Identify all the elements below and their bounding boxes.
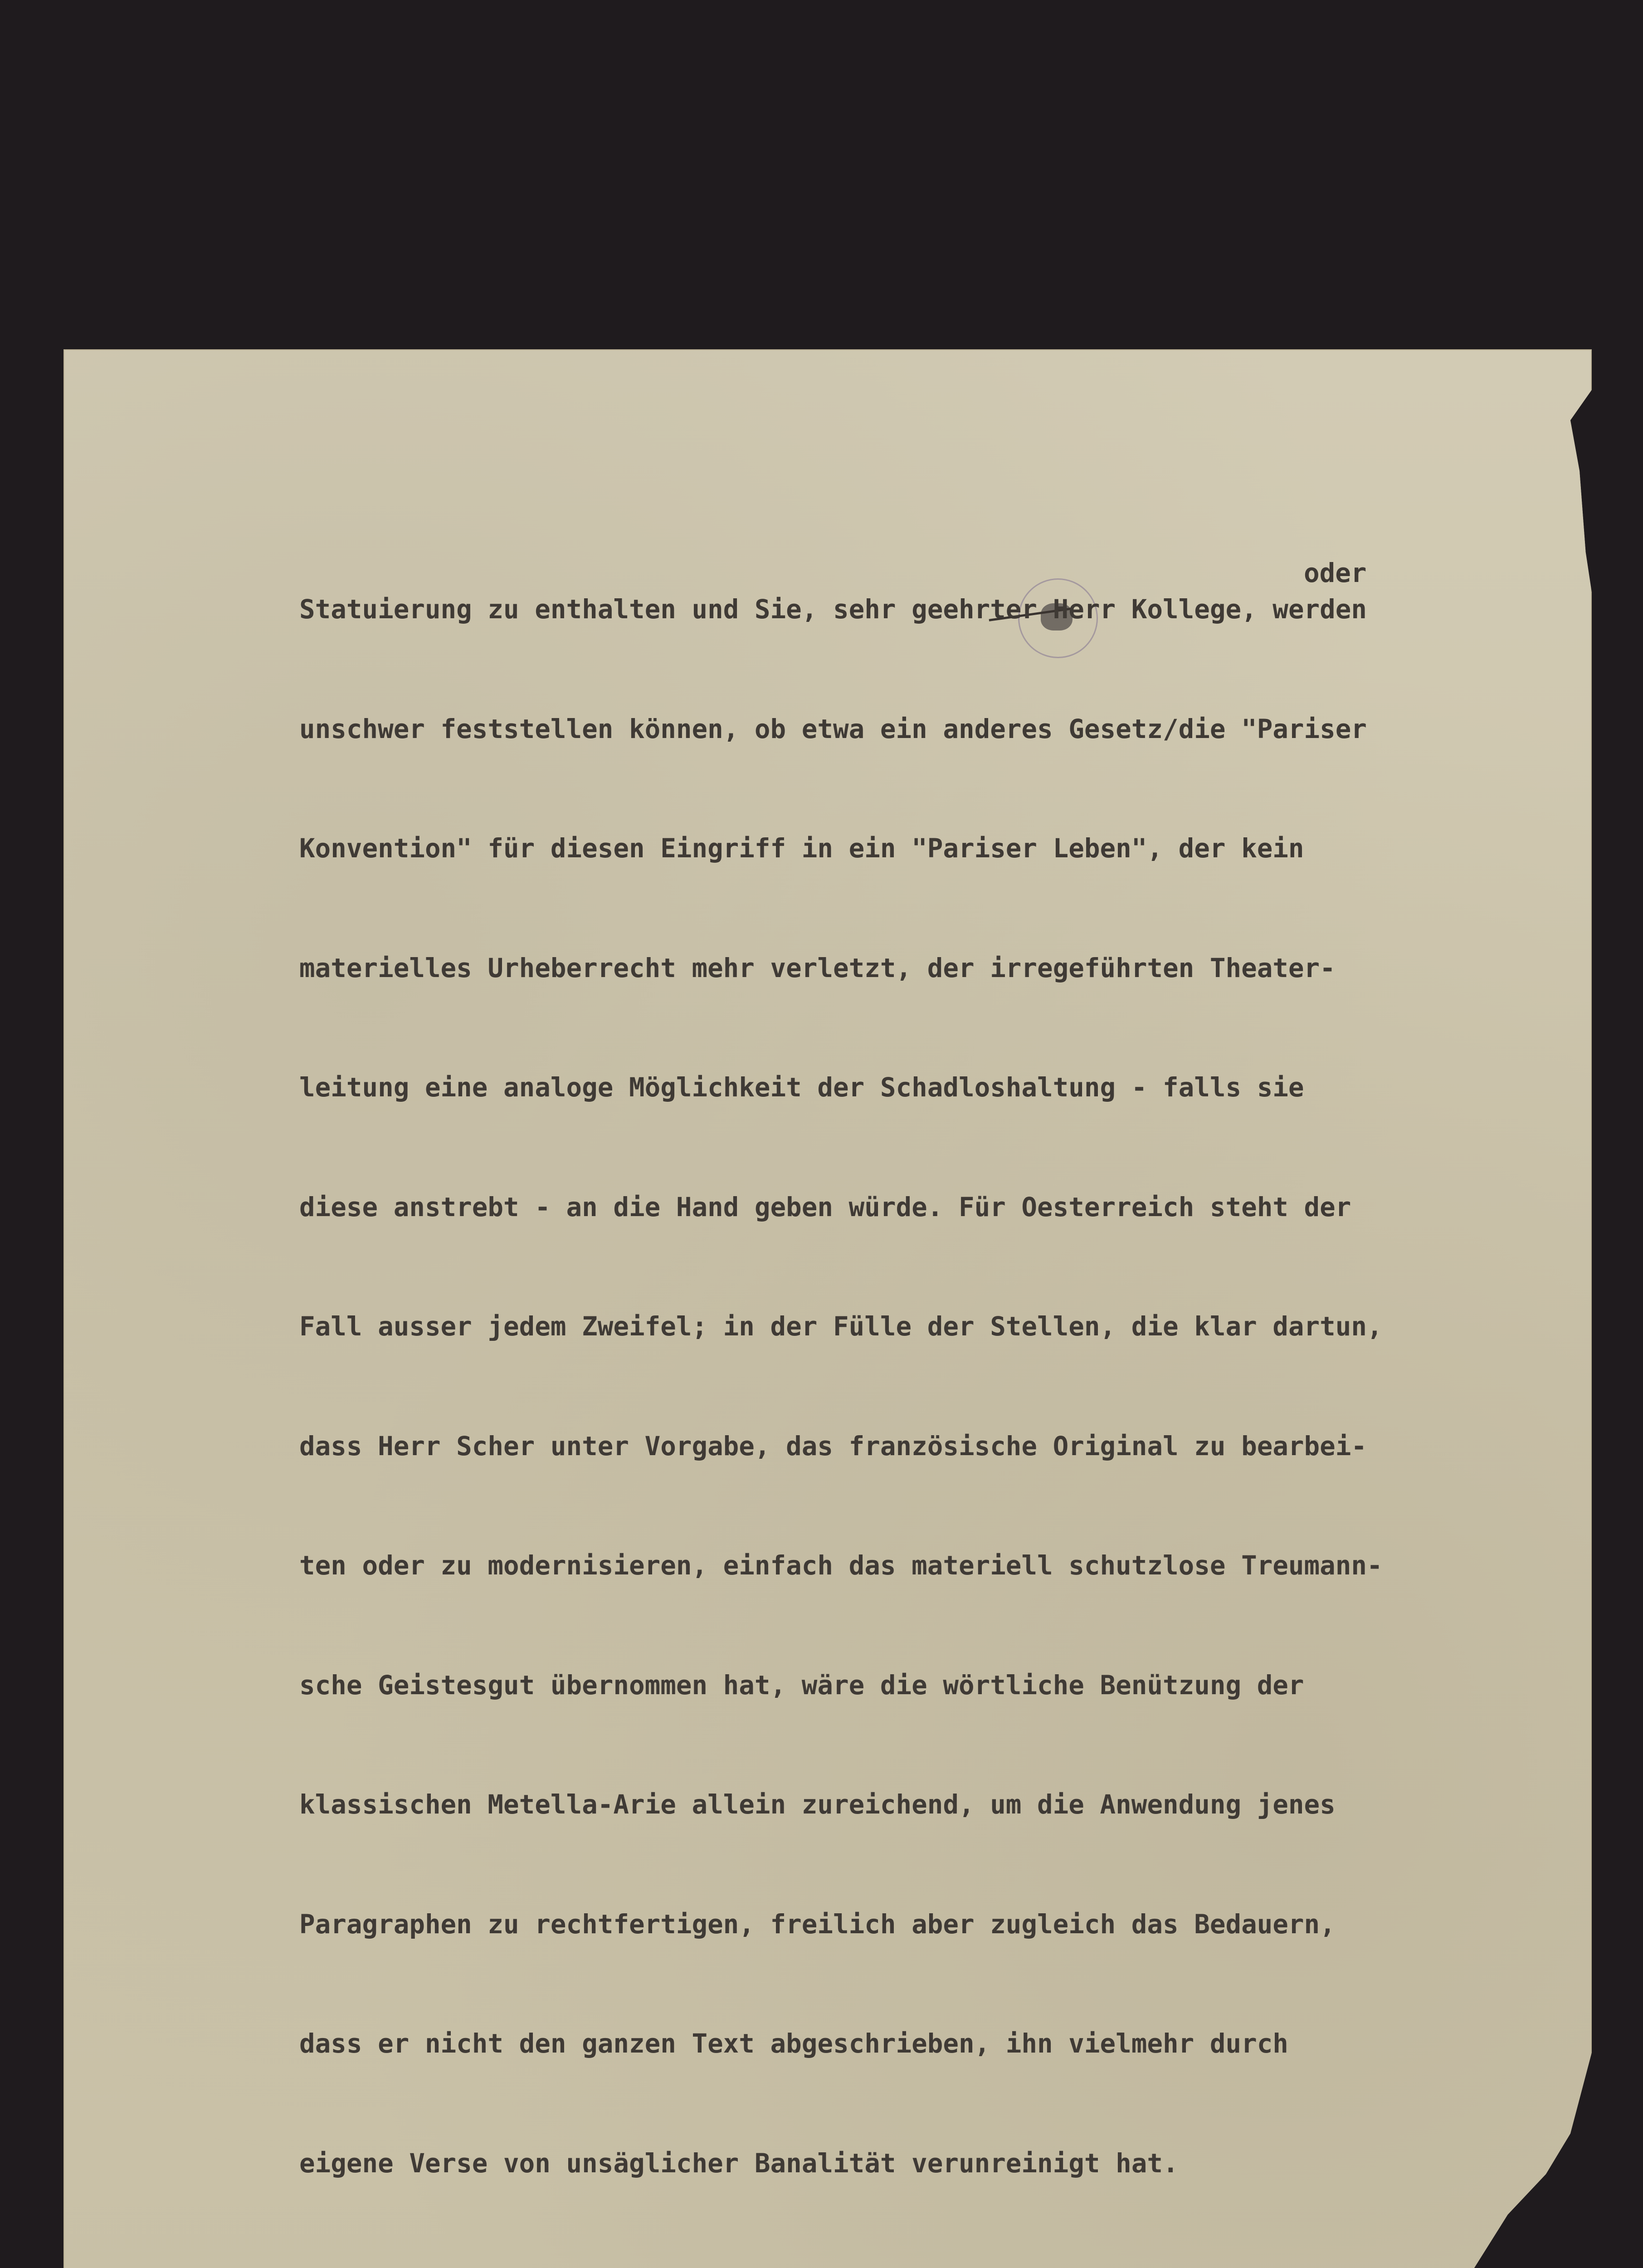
text-line: dass Herr Scher unter Vorgabe, das französische Original zu bearbei- bbox=[299, 1431, 1367, 1461]
text-line: Fall ausser jedem Zweifel; in der Fülle der Stellen, die klar dartun, bbox=[299, 1311, 1383, 1342]
text-line: dass er nicht den ganzen Text abgeschrieben, ihn vielmehr durch bbox=[299, 2028, 1288, 2059]
interlinear-correction: oder bbox=[1304, 558, 1367, 588]
text-line: Konvention" für diesen Eingriff in ein "Pariser Leben", der kein bbox=[299, 833, 1304, 864]
text-line bbox=[299, 2253, 1383, 2268]
text-line: sche Geistesgut übernommen hat, wäre die wörtliche Benützung der bbox=[299, 1670, 1304, 1701]
text-line: leitung eine analoge Möglichkeit der Schadloshaltung - falls sie bbox=[299, 1072, 1304, 1103]
text-line: klassischen Metella-Arie allein zureichend, um die Anwendung jenes bbox=[299, 1789, 1336, 1820]
text-line: ten oder zu modernisieren, einfach das materiell schutzlose Treumann- bbox=[299, 1550, 1383, 1581]
letter-body bbox=[299, 519, 1383, 2268]
text-line: Paragraphen zu rechtfertigen, freilich aber zugleich das Bedauern, bbox=[299, 1909, 1336, 1940]
text-line: Statuierung zu enthalten und Sie, sehr geehrter Herr Kollege, werden bbox=[299, 594, 1367, 625]
text-line: diese anstrebt - an die Hand geben würde. Für Oesterreich steht der bbox=[299, 1192, 1351, 1222]
text-line: unschwer feststellen können, ob etwa ein anderes Gesetz/die "Pariser bbox=[299, 714, 1367, 744]
text-line: eigene Verse von unsäglicher Banalität verunreinigt hat. bbox=[299, 2148, 1179, 2179]
text-line: materielles Urheberrecht mehr verletzt, der irregeführten Theater- bbox=[299, 953, 1336, 983]
